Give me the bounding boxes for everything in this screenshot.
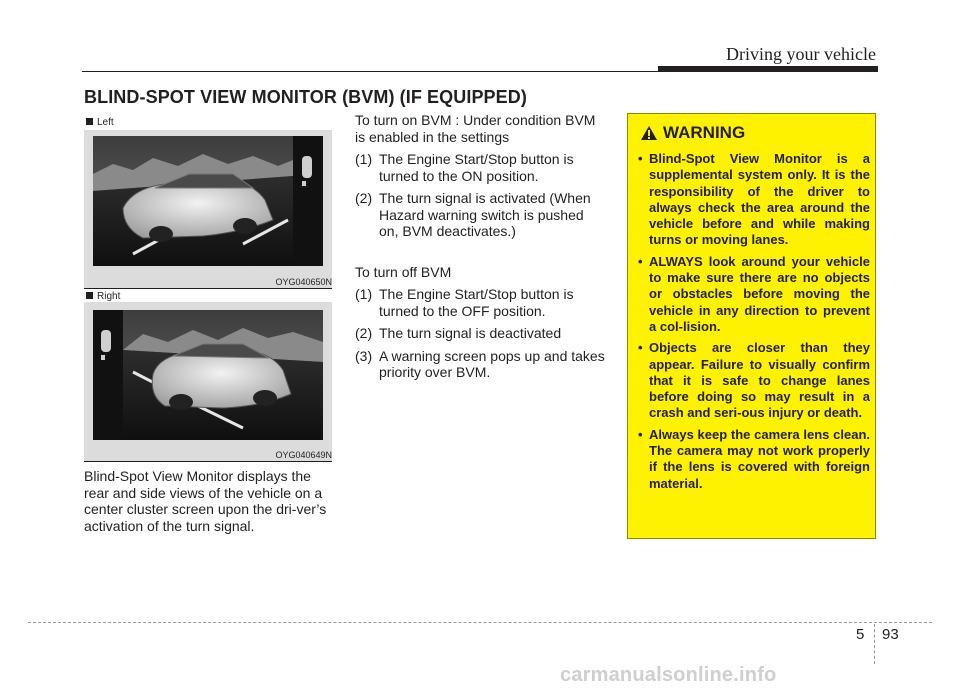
page-number: 93 [882,626,899,643]
figure-left-image [93,136,323,266]
warning-box [627,113,876,539]
warning-item: • Objects are closer than they appear. Failure to visually confirm that it is safe to change lanes before doing so may result in a crash and seri-ous injury or death. [638,340,870,421]
list-item [355,325,605,342]
list-number: (2) [355,325,373,341]
figure-divider [84,288,332,289]
list-text: The turn signal is activated (When Hazard warning switch is pushed on, BVM deactivates.) [379,190,591,239]
warning-heading [640,123,745,143]
warning-item: • Always keep the camera lens clean. The camera may not work properly if the lens is covered with foreign material. [638,426,870,491]
turn-off-heading: To turn off BVM [355,263,452,280]
intro-paragraph [84,468,334,534]
figure-label-left: Left [86,117,114,128]
figure-label-right: Right [86,291,120,302]
warning-list [638,151,870,497]
list-text: The Engine Start/Stop button is turned to the OFF position. [379,286,574,319]
list-number: (2) [355,190,373,206]
list-number: (1) [355,286,373,302]
list-item [355,348,605,381]
figure-code-right: OYG040649N [275,450,332,460]
list-number: (3) [355,347,373,364]
footer-rule [28,622,932,623]
list-item [355,190,605,240]
intro-text: Blind-Spot View Monitor displays the rear and side views of the vehicle on a center cluster screen upon the dri-ver’s activation of the turn signal. [84,468,327,534]
list-item [355,151,605,184]
figure-divider [84,461,332,462]
page-separator [874,624,875,664]
square-bullet-icon [86,292,93,299]
watermark: carmanualsonline.info [560,664,777,686]
warning-triangle-icon [640,125,658,141]
warning-item: • ALWAYS look around your vehicle to make sure there are no objects or obstacles before moving the vehicle in any direction to prevent a col-lision. [638,253,870,334]
figure-right-image [93,310,323,440]
warning-title: WARNING [663,123,746,142]
square-bullet-icon [86,118,93,125]
bvm-instructions [355,112,605,381]
list-text: The Engine Start/Stop button is turned to the ON position. [379,151,574,184]
list-item [355,286,605,319]
list-number: (1) [355,151,373,167]
chapter-number: 5 [856,626,865,643]
turn-on-heading: To turn on BVM : Under condition BVM is enabled in the settings [355,112,596,145]
warning-item: • Blind-Spot View Monitor is a supplemental system only. It is the responsibility of the driver to always check the area around the vehicle before and while making turns or moving lanes. [638,151,870,248]
figure-code-left: OYG040650N [275,277,332,287]
section-title: BLIND-SPOT VIEW MONITOR (BVM) (IF EQUIPPED) [84,87,527,107]
list-text: The turn signal is deactivated [379,325,562,341]
list-text: A warning screen pops up and takes priority over BVM. [379,347,605,380]
chapter-title: Driving your vehicle [726,44,876,64]
header-rule-thick [658,66,878,72]
